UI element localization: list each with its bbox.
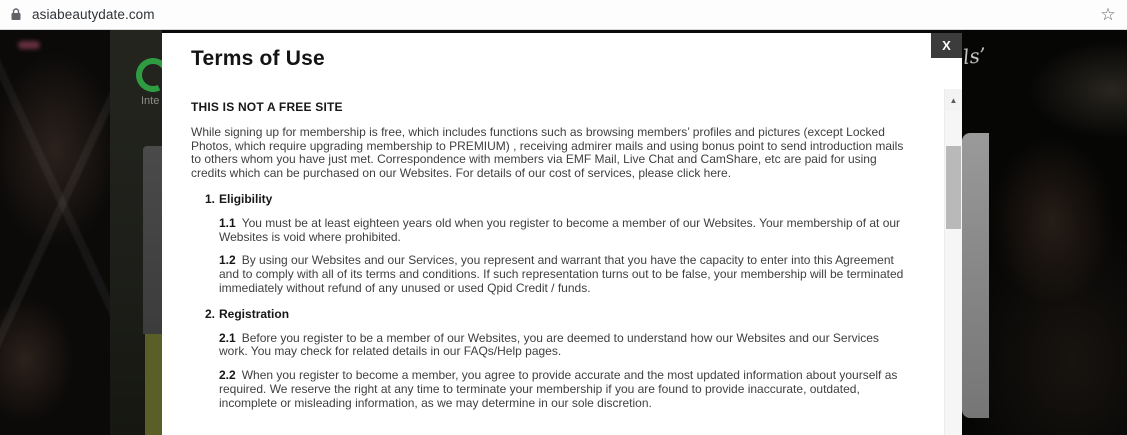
clause-1-2 — [219, 254, 904, 295]
browser-address-bar[interactable] — [0, 0, 1127, 30]
site-logo-tagline: Inte — [141, 95, 160, 107]
bookmark-star-icon[interactable]: ☆ — [1100, 5, 1116, 24]
clause-2-1 — [219, 332, 904, 360]
background-green-panel — [145, 334, 162, 435]
clause-text: Before you register to be a member of our Websites, you are deemed to understand how our Websites and our Services work. You may check for related details in our FAQs/Help pages. — [219, 330, 879, 359]
intro-paragraph: While signing up for membership is free, which includes functions such as browsing members’ profiles and pictures (except Locked Photos, which require upgrading membership to PREMIUM) , receiving admirer mails and using bonus point to send introduction mails to others whom you have just met. Correspondence with members via EMF Mail, Live Chat and CamShare, etc are paid for using credits which can be purchased on our Websites. For details of our cost of services, please click here. — [191, 124, 904, 181]
modal-title: Terms of Use — [191, 47, 325, 70]
clause-text: You must be at least eighteen years old when you register to become a member of our Websites. Your membership of at our Websites is void where prohibited. — [219, 215, 901, 244]
section-number: 1. — [205, 191, 216, 206]
clause-number: 2.1 — [219, 330, 236, 345]
section-number: 2. — [205, 306, 216, 321]
section-label: Eligibility — [219, 191, 273, 206]
clause-text: By using our Websites and our Services, you represent and warrant that you have the capacity to enter into this Agreement and to comply with all of its terms and conditions. If such representation turns out to be false, your membership will be terminated immediately without refund of any unused or used Qpid Credit / funds. — [219, 253, 904, 295]
scrollbar-thumb[interactable] — [946, 146, 961, 229]
clause-text: When you register to become a member, you agree to provide accurate and the most updated information about yourself as required. We reserve the right at any time to terminate your membership if you are found to provide inaccurate, outdated, incomplete or misleading information, as we may determine in our sole discretion. — [219, 368, 898, 410]
clause-1-1 — [219, 217, 904, 245]
background-handwriting-text: ls’ — [961, 42, 988, 70]
url-text[interactable]: asiabeautydate.com — [32, 7, 155, 22]
terms-of-use-modal — [162, 33, 962, 435]
clause-number: 2.2 — [219, 368, 236, 383]
section-title-registration — [205, 308, 904, 322]
scroll-up-icon[interactable]: ▲ — [945, 89, 962, 111]
background-card-edge-left — [143, 146, 162, 334]
background-photo-collage — [0, 30, 110, 435]
section-title-eligibility — [205, 193, 904, 207]
terms-content — [162, 101, 962, 427]
close-icon[interactable]: X — [931, 33, 962, 58]
section-label: Registration — [219, 306, 290, 321]
modal-scrollbar[interactable] — [944, 89, 962, 435]
lock-icon[interactable] — [10, 8, 22, 21]
background-card-edge-right — [962, 133, 989, 418]
clause-number: 1.1 — [219, 215, 236, 230]
background-photo-highlight — [18, 41, 40, 49]
clause-number: 1.2 — [219, 253, 236, 268]
not-free-site-heading: THIS IS NOT A FREE SITE — [191, 100, 343, 114]
clause-2-2 — [219, 369, 904, 410]
